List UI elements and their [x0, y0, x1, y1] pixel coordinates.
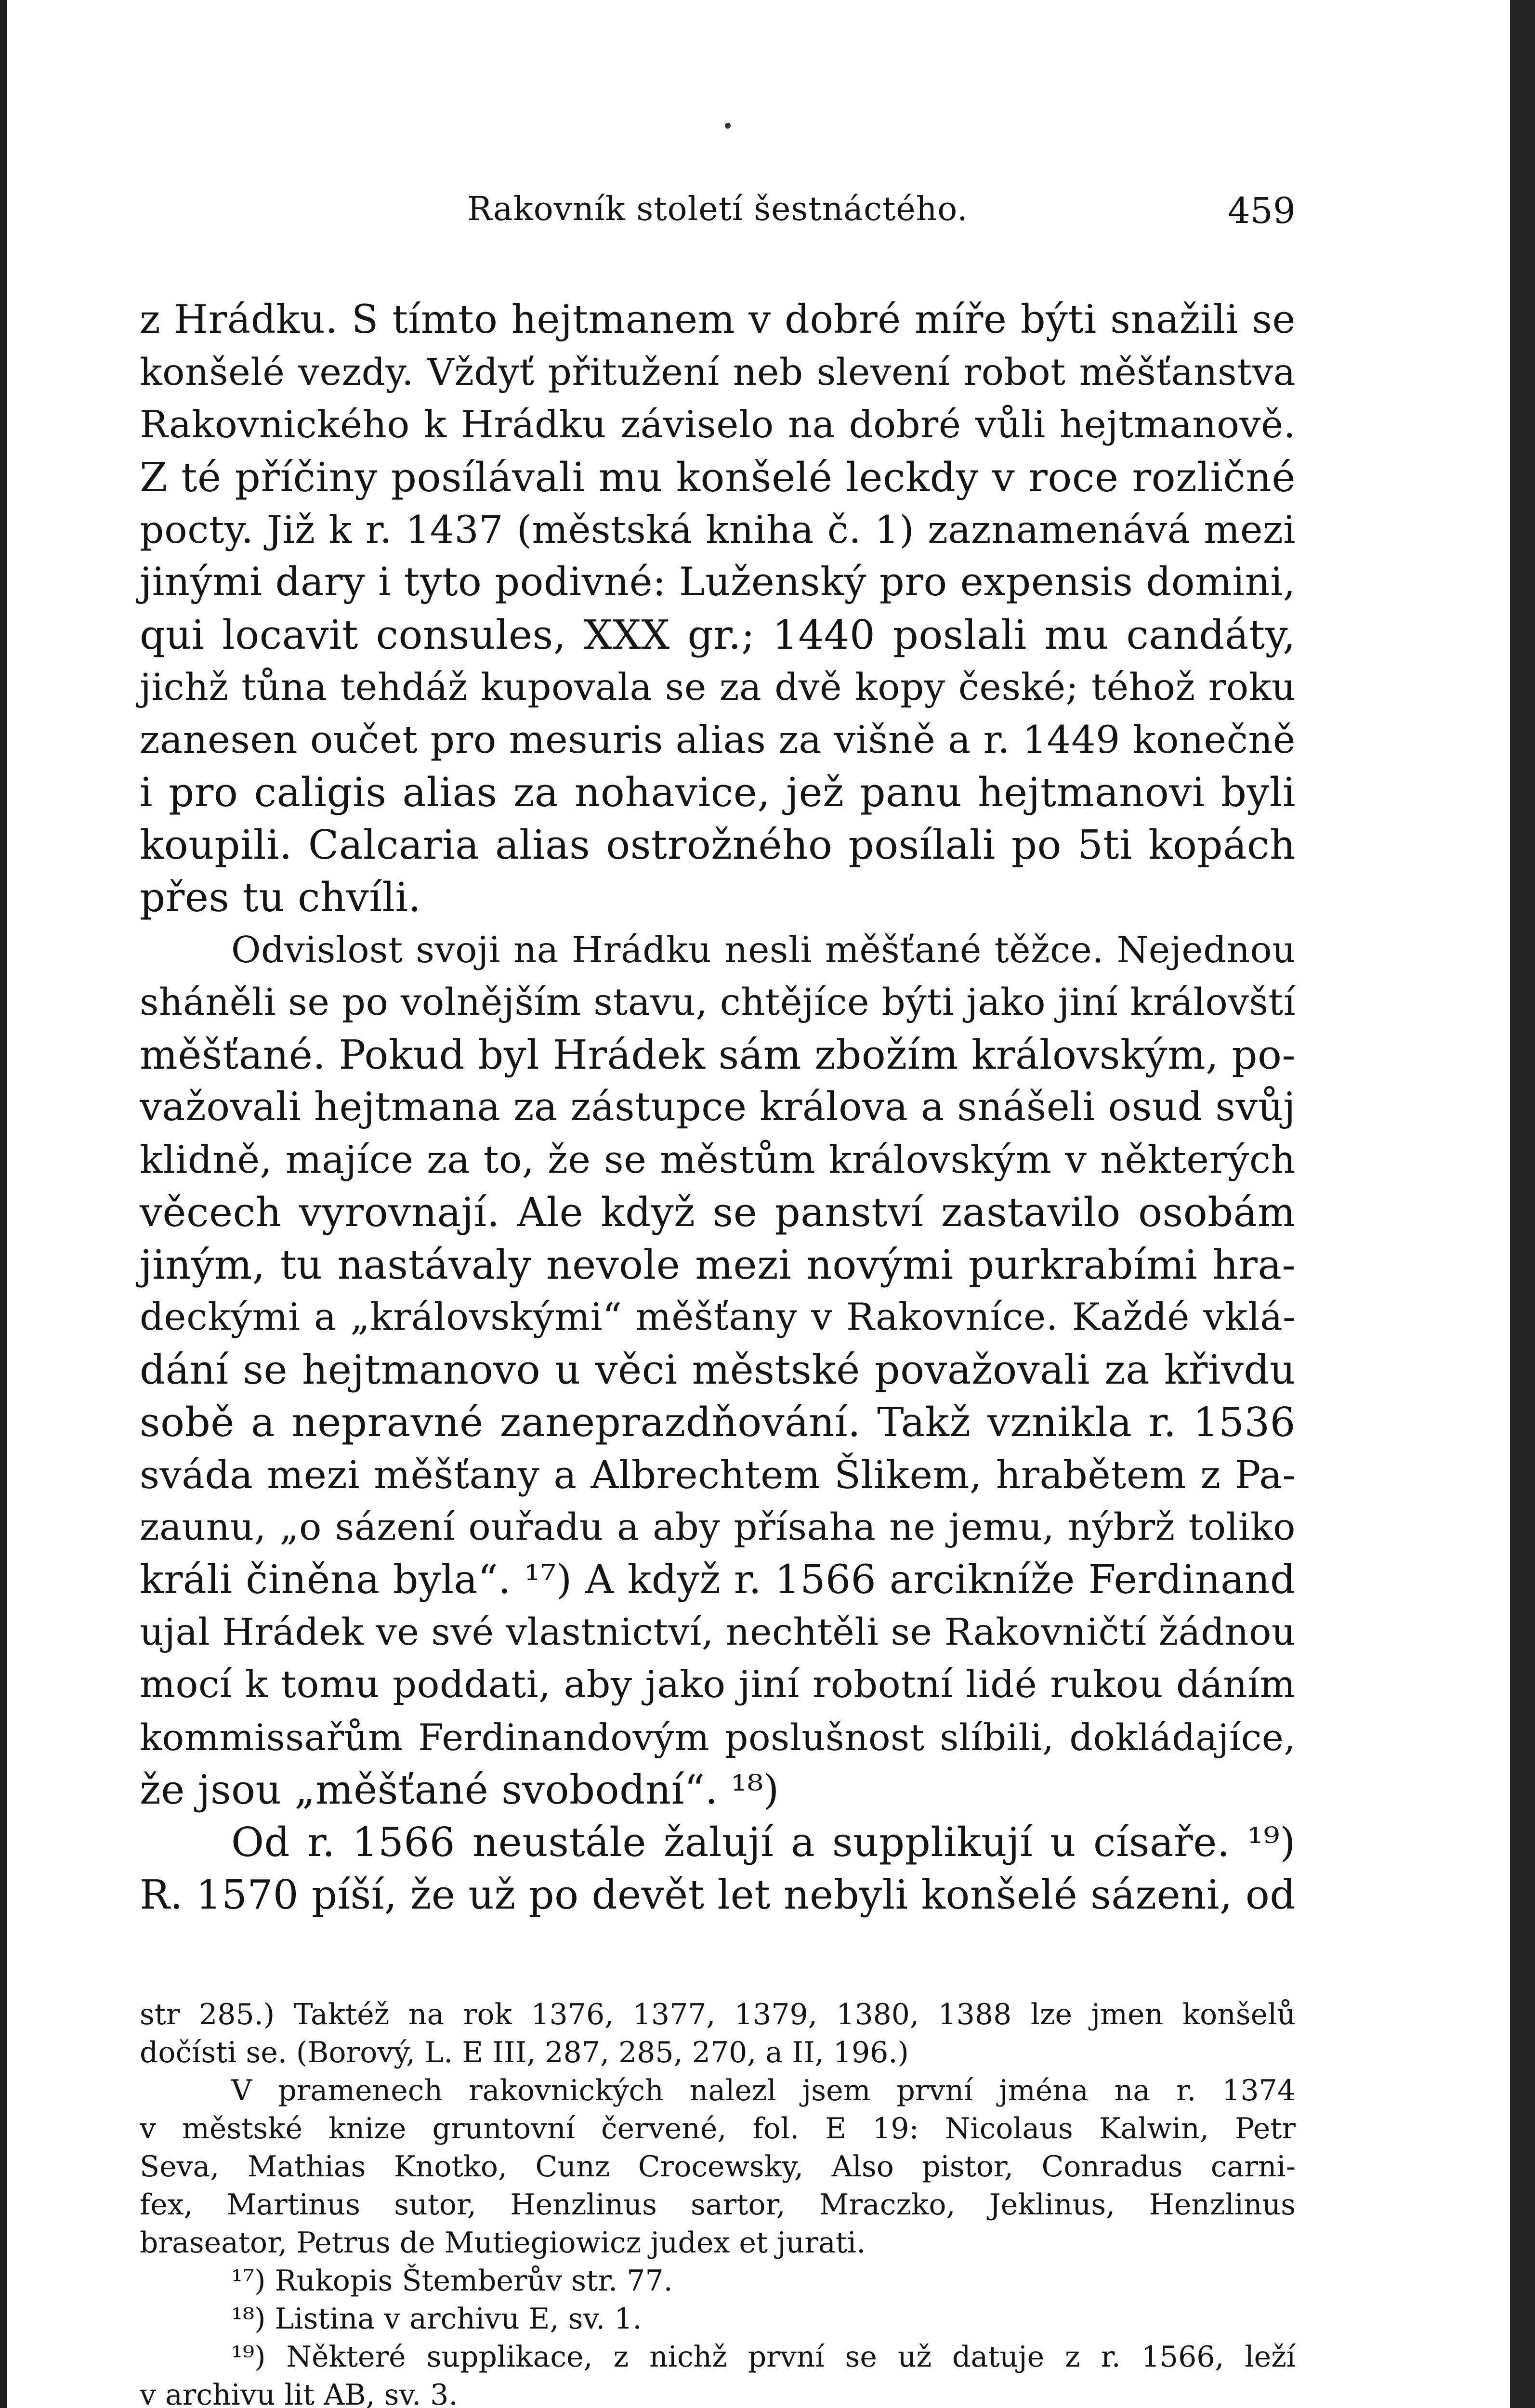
- paragraph-end-line: že jsou „měšťané svobodní“. ¹⁸): [140, 1767, 779, 1813]
- text-line: važovali hejtmana za zástupce králova a snášeli osud svůj: [140, 1085, 1296, 1130]
- text-line: sváda mezi měšťany a Albrechtem Šlikem, hrabětem z Pa-: [140, 1453, 1296, 1497]
- footnotes: [140, 1996, 1296, 2408]
- text-line: zanesen oučet pro mesuris alias za višně a r. 1449 konečně: [140, 718, 1296, 762]
- running-title: Rakovník století šestnáctého.: [467, 190, 968, 228]
- page-header: [140, 190, 1296, 243]
- text-line: dání se hejtmanovo u věci městské považovali za křivdu: [140, 1347, 1296, 1393]
- footnote-line: str 285.) Taktéž na rok 1376, 1377, 1379, 1380, 1388 lze jmen konšelů: [140, 1998, 1296, 2031]
- main-text: [140, 294, 1296, 1921]
- paragraph-start-line: Od r. 1566 neustále žalují a supplikují u císaře. ¹⁹): [231, 1819, 1296, 1866]
- text-line: věcech vyrovnají. Ale když se panství zastavilo osobám: [140, 1189, 1296, 1236]
- text-line: Rakovnického k Hrádku záviselo na dobré vůli hejtmanově.: [140, 403, 1296, 446]
- text-line: zaunu, „o sázení ouřadu a aby přísaha ne jemu, nýbrž toliko: [140, 1506, 1296, 1549]
- text-line: jichž tůna tehdáž kupovala se za dvě kopy české; téhož roku: [140, 666, 1296, 709]
- text-line: pocty. Již k r. 1437 (městská kniha č. 1) zaznamenává mezi: [140, 508, 1296, 552]
- page-number: 459: [1227, 190, 1296, 232]
- book-page: [140, 190, 1296, 2408]
- text-line: kommissařům Ferdinandovým poslušnost slíbili, dokládajíce,: [140, 1716, 1296, 1759]
- text-line: králi činěna byla“. ¹⁷) A když r. 1566 arcikníže Ferdinand: [140, 1557, 1296, 1603]
- footnote-line: Seva, Mathias Knotko, Cunz Crocewsky, Also pistor, Conradus carni-: [140, 2150, 1296, 2184]
- footnote-19: ¹⁹) Některé supplikace, z nichž první se už datuje z r. 1566, leží: [231, 2340, 1296, 2374]
- text-line: koupili. Calcaria alias ostrožného posílali po 5ti kopách: [140, 822, 1296, 868]
- text-line: i pro caligis alias za nohavice, jež panu hejtmanovi byli: [140, 769, 1296, 816]
- footnote-18: ¹⁸) Listina v archivu E, sv. 1.: [231, 2302, 642, 2336]
- text-line: sháněli se po volnějším stavu, chtějíce býti jako jiní královští: [140, 981, 1296, 1024]
- text-line: z Hrádku. S tímto hejtmanem v dobré míře býti snažili se: [140, 297, 1296, 342]
- scan-left-edge: [0, 0, 7, 2408]
- text-line: jinými dary i tyto podivné: Luženský pro expensis domini,: [140, 560, 1296, 605]
- text-line: mocí k tomu poddati, aby jako jiní robotní lidé rukou dáním: [140, 1663, 1296, 1706]
- scan-right-edge: [1510, 0, 1535, 2408]
- text-line: sobě a nepravné zaneprazdňování. Takž vznikla r. 1536: [140, 1399, 1296, 1446]
- text-line: qui locavit consules, XXX gr.; 1440 poslali mu candáty,: [140, 612, 1296, 658]
- text-line: deckými a „královskými“ měšťany v Rakovníce. Každé vklá-: [140, 1296, 1296, 1339]
- paragraph-end-line: přes tu chvíli.: [140, 874, 421, 921]
- footnote-line: fex, Martinus sutor, Henzlinus sartor, Mraczko, Jeklinus, Henzlinus: [140, 2188, 1296, 2222]
- footnote-line: dočísti se. (Borový, L. E III, 287, 285, 270, a II, 196.): [140, 2036, 909, 2069]
- footnote-line: v městské knize gruntovní červené, fol. E 19: Nicolaus Kalwin, Petr: [140, 2112, 1296, 2146]
- text-line: R. 1570 píší, že už po devět let nebyli konšelé sázeni, od: [140, 1871, 1296, 1918]
- text-line: klidně, majíce za to, že se městům královským v některých: [140, 1138, 1296, 1182]
- paragraph-start-line: Odvislost svoji na Hrádku nesli měšťané těžce. Nejednou: [231, 929, 1296, 971]
- text-line: ujal Hrádek ve své vlastnictví, nechtěli se Rakovničtí žádnou: [140, 1611, 1296, 1654]
- text-line: měšťané. Pokud byl Hrádek sám zbožím královským, po-: [140, 1032, 1296, 1078]
- footnote-line: braseator, Petrus de Mutiegiowicz judex et jurati.: [140, 2226, 866, 2260]
- footnote-17: ¹⁷) Rukopis Štemberův str. 77.: [231, 2264, 673, 2298]
- text-line: konšelé vezdy. Vždyť přitužení neb slevení robot měšťanstva: [140, 351, 1296, 394]
- footnote-line: v archivu lit AB, sv. 3.: [140, 2378, 458, 2408]
- text-line: jiným, tu nastávaly nevole mezi novými purkrabími hra-: [140, 1242, 1296, 1288]
- text-line: Z té příčiny posílávali mu konšelé leckdy v roce rozličné: [140, 454, 1296, 501]
- scan-speck: [725, 123, 731, 129]
- footnote-line: V pramenech rakovnických nalezl jsem první jména na r. 1374: [231, 2074, 1296, 2107]
